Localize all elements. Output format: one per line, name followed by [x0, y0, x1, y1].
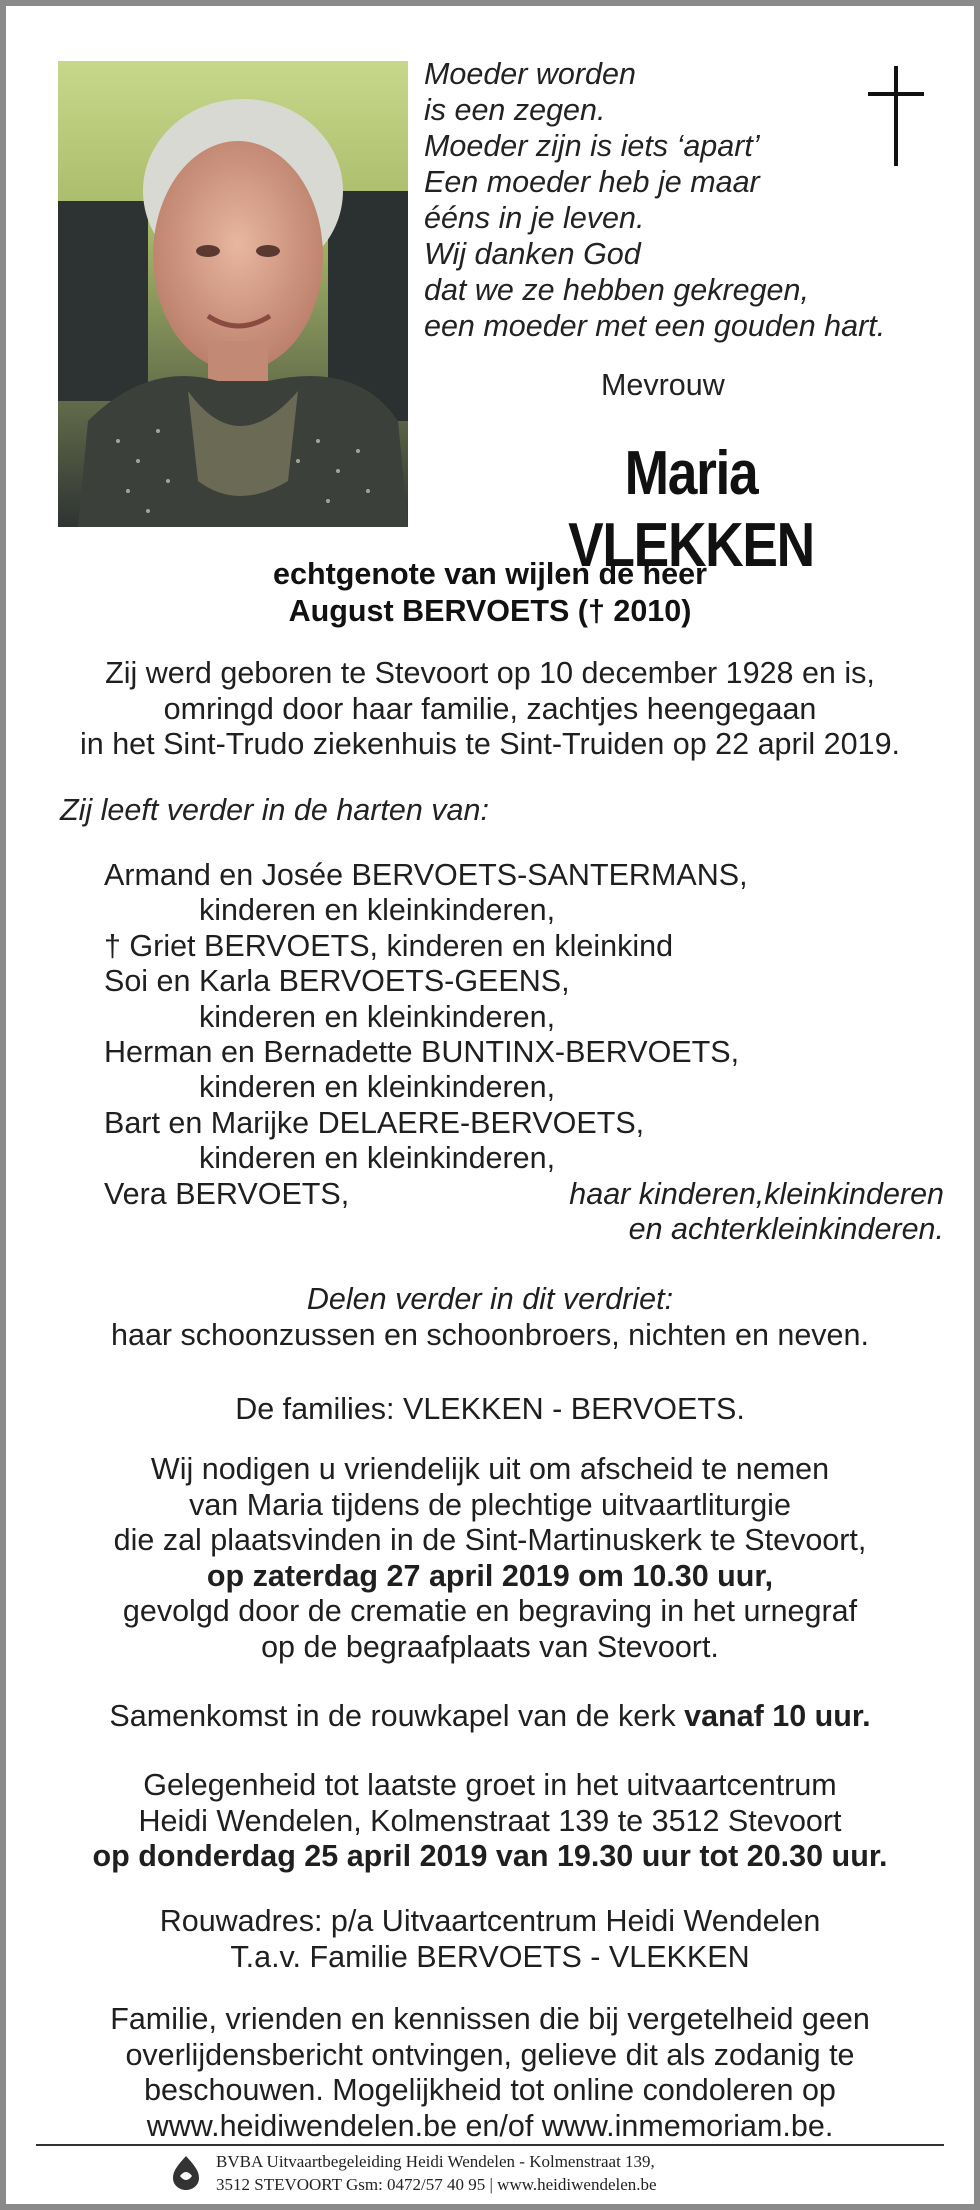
gathering-info: [6, 1699, 974, 1735]
text-line: Heidi Wendelen, Kolmenstraat 139 te 3512 Stevoort: [138, 1803, 842, 1838]
family-list: [104, 858, 944, 1247]
birth-death-info: [6, 656, 974, 763]
poem: [424, 56, 894, 344]
family-row: Bart en Marijke DELAERE-BERVOETS,: [104, 1105, 645, 1140]
family-summary: en achterkleinkinderen.: [628, 1211, 944, 1246]
gathering-line: [6, 1699, 974, 1735]
poem-line: is een zegen.: [424, 93, 606, 127]
family-row: Armand en Josée BERVOETS-SANTERMANS,: [104, 858, 748, 892]
poem-line: Wij danken God: [424, 237, 641, 271]
obituary-card: [6, 6, 974, 2204]
poem-line: dat we ze hebben gekregen,: [424, 273, 809, 307]
text-line: Familie, vrienden en kennissen die bij vergetelheid geen: [110, 2002, 870, 2036]
text-line: die zal plaatsvinden in de Sint-Martinuskerk te Stevoort,: [113, 1523, 867, 1557]
gathering-time: vanaf 10 uur.: [684, 1699, 871, 1733]
family-name: Vera BERVOETS,: [104, 1176, 350, 1211]
family-summary: haar kinderen,kleinkinderen: [569, 1176, 944, 1211]
text-line: Wij nodigen u vriendelijk uit om afscheid te nemen: [150, 1452, 830, 1486]
grief-intro: Delen verder in dit verdriet:: [306, 1282, 674, 1316]
funeral-date: op zaterdag 27 april 2019 om 10.30 uur,: [206, 1558, 774, 1593]
portrait-photo: [58, 61, 408, 527]
viewing-date: op donderdag 25 april 2019 van 19.30 uur tot 20.30 uur.: [92, 1839, 888, 1873]
poem-line: Een moeder heb je maar: [424, 165, 760, 199]
text-line: T.a.v. Familie BERVOETS - VLEKKEN: [230, 1939, 750, 1974]
text-line: op de begraafplaats van Stevoort.: [261, 1629, 719, 1664]
grief-section: [6, 1282, 974, 1353]
family-row: kinderen en kleinkinderen,: [199, 999, 556, 1034]
families-line: De families: VLEKKEN - BERVOETS.: [235, 1392, 745, 1426]
funeral-info: [6, 1452, 974, 1665]
mourning-address: [6, 1904, 974, 1975]
text-line: beschouwen. Mogelijkheid tot online condoleren op: [144, 2073, 836, 2107]
text-line: gevolgd door de crematie en begraving in het urnegraf: [122, 1594, 858, 1628]
deceased-name: Maria VLEKKEN: [568, 439, 814, 580]
funeral-home-logo-icon: [169, 2154, 203, 2192]
poem-line: Moeder zijn is iets ‘apart’: [424, 129, 760, 163]
text-line: overlijdensbericht ontvingen, gelieve dit als zodanig te: [125, 2037, 855, 2072]
text-line: Zij werd geboren te Stevoort op 10 december 1928 en is,: [105, 656, 875, 690]
footer-line: 3512 STEVOORT Gsm: 0472/57 40 95 | www.heidiwendelen.be: [216, 2175, 657, 2194]
footer-line: BVBA Uitvaartbegeleiding Heidi Wendelen - Kolmenstraat 139,: [216, 2152, 655, 2171]
text-line: Gelegenheid tot laatste groet in het uitvaartcentrum: [143, 1768, 837, 1802]
honorific: Mevrouw: [601, 368, 725, 402]
text-line: van Maria tijdens de plechtige uitvaartliturgie: [189, 1487, 791, 1522]
footer-text: [216, 2150, 657, 2196]
family-row: Herman en Bernadette BUNTINX-BERVOETS,: [104, 1034, 740, 1069]
poem-line: Moeder worden: [424, 57, 636, 91]
family-row: kinderen en kleinkinderen,: [199, 893, 556, 928]
portrait-illustration: [58, 61, 408, 527]
family-row: † Griet BERVOETS, kinderen en kleinkind: [104, 928, 674, 963]
family-row: kinderen en kleinkinderen,: [199, 1070, 556, 1105]
text-line: www.heidiwendelen.be en/of www.inmemoriam.be.: [146, 2108, 834, 2143]
footer: [6, 2150, 974, 2198]
poem-line: ééns in je leven.: [424, 201, 645, 235]
gathering-text: Samenkomst in de rouwkapel van de kerk: [109, 1699, 685, 1733]
poem-line: een moeder met een gouden hart.: [424, 309, 886, 343]
text-line: Rouwadres: p/a Uitvaartcentrum Heidi Wendelen: [159, 1904, 821, 1938]
grief-text: haar schoonzussen en schoonbroers, nichten en neven.: [111, 1317, 869, 1352]
family-row: [104, 1177, 944, 1212]
text-line: in het Sint-Trudo ziekenhuis te Sint-Truiden op 22 april 2019.: [79, 727, 900, 761]
text-line: omringd door haar familie, zachtjes heengegaan: [163, 691, 817, 726]
footer-divider: [36, 2144, 944, 2146]
family-row: Soi en Karla BERVOETS-GEENS,: [104, 964, 570, 999]
notice: [6, 2002, 974, 2144]
spouse-info: [6, 556, 974, 630]
spouse-line: echtgenote van wijlen de heer: [273, 557, 707, 591]
family-intro: Zij leeft verder in de harten van:: [60, 793, 489, 827]
family-row: kinderen en kleinkinderen,: [199, 1141, 556, 1176]
viewing-info: [6, 1768, 974, 1875]
spouse-line: August BERVOETS († 2010): [288, 594, 692, 628]
